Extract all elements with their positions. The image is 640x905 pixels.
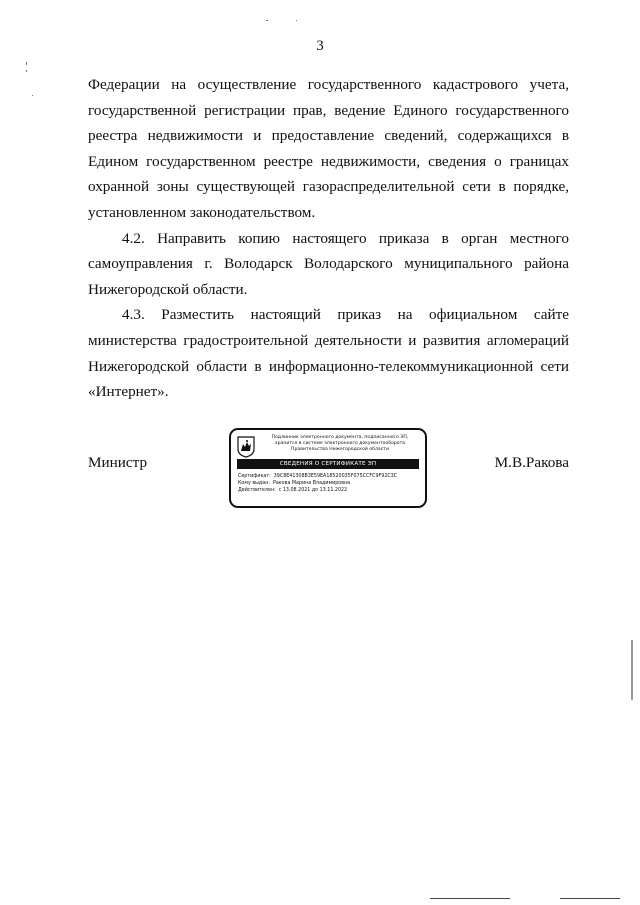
signer-name: М.В.Ракова: [494, 454, 569, 471]
issued-to-value: Ракова Марина Владимировна: [272, 481, 351, 486]
certificate-row: [238, 473, 422, 480]
paragraph-continuation: Федерации на осуществление государственного кадастрового учета, государственной регистрации прав, ведение Единого государственного реестра недвижимости и предоставление сведений, содержащихся в Едином государственном реестре недвижимости, сведения о границах охранной зоны существующей газораспределительной сети в порядке, установленном законодательством.: [88, 76, 569, 221]
stamp-header-line: Правительства Нижегородской области: [291, 447, 389, 452]
signature-block: [88, 426, 569, 516]
scan-speck: [296, 20, 297, 21]
scan-footer-line: [560, 898, 620, 899]
electronic-signature-stamp: [229, 428, 427, 508]
certificate-label: Сертификат:: [238, 474, 271, 479]
stamp-header-line: хранится в системе электронного документооборота: [274, 441, 406, 446]
page-number: 3: [316, 38, 324, 54]
valid-row: [238, 487, 422, 494]
valid-value: с 13.08.2021 до 13.11.2022: [278, 488, 348, 493]
paragraph-4-3: 4.3. Разместить настоящий приказ на официальном сайте министерства градостроительной деятельности и развития агломераций Нижегородской области в информационно-телекоммуникационной сети «Интернет».: [88, 306, 569, 401]
issued-to-row: [238, 480, 422, 487]
stamp-header-line: Подлинник электронного документа, подписанного ЭП,: [271, 435, 409, 440]
stamp-header: [257, 435, 423, 453]
certificate-value: 39C8E41308B3E59EA18520035F075CCFC9F92C3C: [273, 474, 398, 479]
issued-to-label: Кому выдан:: [238, 481, 270, 486]
stamp-title-bar: СВЕДЕНИЯ О СЕРТИФИКАТЕ ЭП: [237, 459, 419, 469]
scan-speck: [266, 20, 268, 21]
stamp-details: [238, 473, 422, 494]
scan-footer-line: [430, 898, 510, 899]
signer-position: Министр: [88, 454, 148, 471]
coat-of-arms-icon: [237, 436, 255, 458]
scan-speck: [32, 95, 33, 96]
document-body: [88, 72, 569, 405]
scan-speck: [26, 70, 27, 72]
scan-speck: [26, 62, 27, 65]
valid-label: Действителен:: [238, 488, 276, 493]
paragraph-4-2: 4.2. Направить копию настоящего приказа в орган местного самоуправления г. Володарск Володарского муниципального района Нижегородской области.: [88, 229, 569, 298]
scan-speck: [631, 640, 633, 700]
